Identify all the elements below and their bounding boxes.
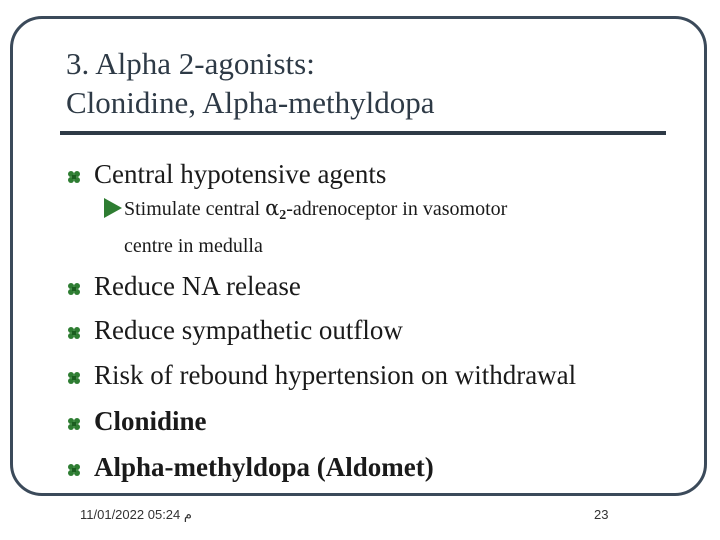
bullet-clonidine xyxy=(66,405,207,437)
sub-bullet-stimulate xyxy=(102,196,662,258)
title-underline xyxy=(60,131,666,135)
bullet-icon xyxy=(66,167,92,187)
bullet-icon xyxy=(66,414,92,434)
sub-bullet-suffix: -adrenoceptor in vasomotor xyxy=(286,198,508,220)
slide-number: 23 xyxy=(594,507,609,522)
arrowhead-icon xyxy=(102,196,124,220)
bullet-text: Reduce NA release xyxy=(94,271,301,301)
title-line-1: 3. Alpha 2-agonists: xyxy=(66,46,315,81)
footer-date: م 05:24 11/01/2022 xyxy=(80,507,192,522)
bullet-rebound-risk xyxy=(66,359,576,391)
bullet-icon xyxy=(66,368,92,388)
bullet-central-hypotensive xyxy=(66,158,386,190)
title-line-2: Clonidine, Alpha-methyldopa xyxy=(66,85,435,120)
slide-title xyxy=(66,44,626,122)
bullet-icon xyxy=(66,279,92,299)
sub-bullet-prefix: Stimulate central xyxy=(124,198,266,220)
bullet-text: Reduce sympathetic outflow xyxy=(94,315,403,345)
bullet-reduce-sympathetic xyxy=(66,314,403,346)
alpha-symbol: α xyxy=(265,196,280,220)
bullet-reduce-na xyxy=(66,270,301,302)
bullet-icon xyxy=(66,460,92,480)
bullet-icon xyxy=(66,323,92,343)
bullet-text: Clonidine xyxy=(94,406,207,436)
alpha-subscript: 2 xyxy=(279,208,287,223)
bullet-text: Central hypotensive agents xyxy=(94,159,387,189)
bullet-text: Risk of rebound hypertension on withdrawal xyxy=(94,360,577,390)
bullet-text: Alpha-methyldopa (Aldomet) xyxy=(94,452,434,482)
bullet-alpha-methyldopa xyxy=(66,451,434,483)
sub-bullet-continuation: centre in medulla xyxy=(124,235,263,257)
